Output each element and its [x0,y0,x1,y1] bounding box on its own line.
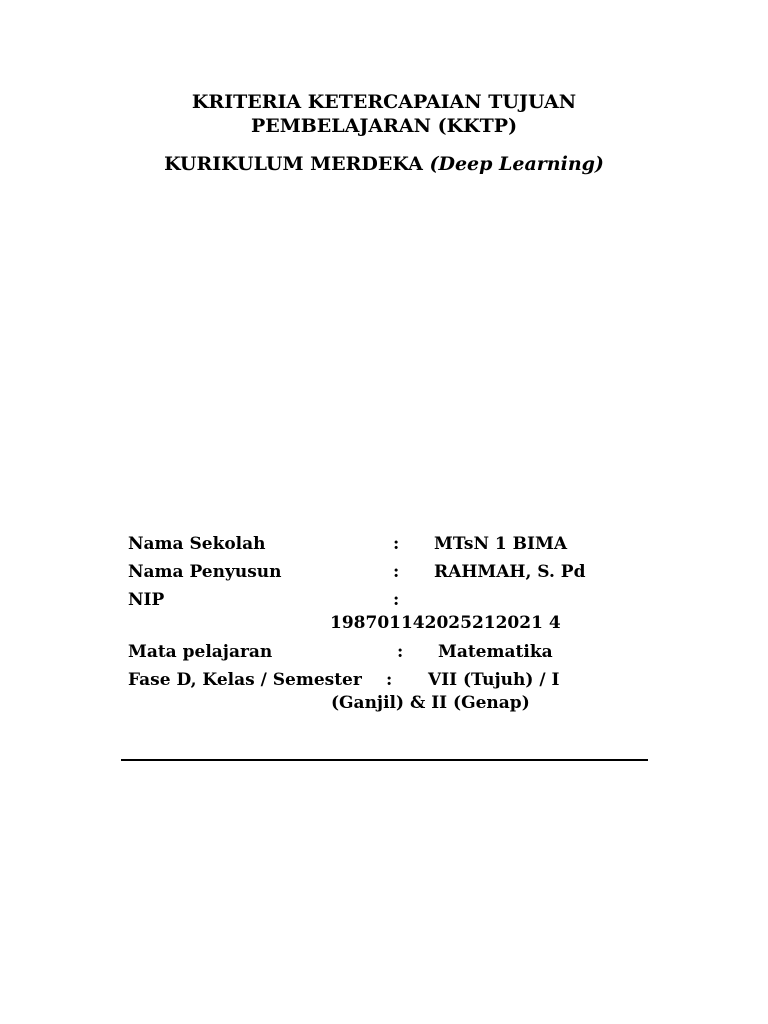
subject-label: Mata pelajaran [128,642,273,662]
nip-value: 198701142025212021 4 [330,613,561,633]
document-title-line-1: KRITERIA KETERCAPAIAN TUJUAN [191,91,577,113]
subtitle-main: KURIKULUM MERDEKA [164,153,423,175]
school-colon: : [393,534,400,554]
document-title-line-2: PEMBELAJARAN (KKTP) [250,115,518,137]
school-label: Nama Sekolah [128,534,266,554]
phase-colon: : [386,670,393,690]
author-value: RAHMAH, S. Pd [434,562,586,582]
phase-value-line-2: (Ganjil) & II (Genap) [331,693,530,713]
nip-colon: : [393,590,400,610]
subject-colon: : [397,642,404,662]
phase-value-line-1: VII (Tujuh) / I [428,670,560,690]
school-value: MTsN 1 BIMA [434,534,568,554]
author-label: Nama Penyusun [128,562,282,582]
subject-value: Matematika [438,642,553,662]
phase-label: Fase D, Kelas / Semester [128,670,362,690]
horizontal-divider [121,759,648,761]
document-subtitle [0,152,768,176]
nip-label: NIP [128,590,165,610]
author-colon: : [393,562,400,582]
subtitle-italic: (Deep Learning) [429,153,604,175]
